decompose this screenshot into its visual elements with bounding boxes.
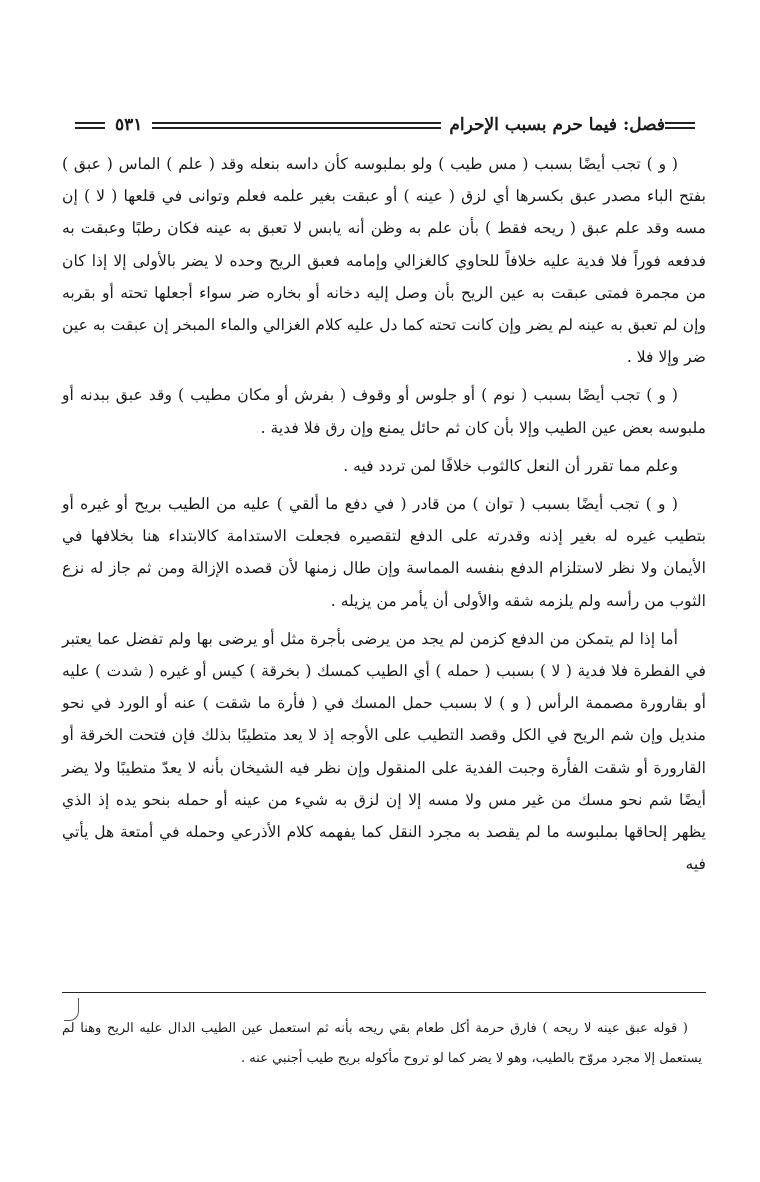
paragraph: ( و ) تجب أيضًا بسبب ( نوم ) أو جلوس أو وقوف ( بفرش أو مكان مطيب ) وقد عبق ببدنه أو ملبوسه بعض عين الطيب وإلا بأن كان ثم حائل يمنع وإن رق فلا فدية . xyxy=(62,386,706,437)
paragraph: أما إذا لم يتمكن من الدفع كزمن لم يجد من يرضى بأجرة مثل أو يرضى بها ولم تفضل عما يعتبر في الفطرة فلا فدية ( لا ) بسبب ( حمله ) أي الطيب كمسك ( بخرقة ) كيس أو غيره ( شدت ) عليه أو بقارورة مصممة الرأس ( و ) لا بسبب حمل المسك في ( فأرة ما شقت ) عنه أو الورد في نحو منديل وإن شم الريح في الكل وقصد التطيب على الأوجه إذ لا يعد متطيبًا بذلك فإن فتحت الخرقة أو القارورة أو شقت الفأرة وجبت الفدية على المنقول وإن نظر فيه الشيخان بأنه لا يعدّ متطيبًا ولا يضر أيضًا شم نحو مسك من غير مس ولا مسه إلا إن لزق به شيء من عينه أو حمله بنحو يده إذ الذي يظهر إلحاقها بملبوسه ما لم يقصد به مجرد النقل كما يفهمه كلام الأذرعي وحمله في أمتعة هل يأتي فيه xyxy=(62,629,706,874)
running-header xyxy=(75,110,695,140)
paragraph: وعلم مما تقرر أن النعل كالثوب خلافًا لمن تردد فيه . xyxy=(343,456,678,475)
header-rule-right xyxy=(665,122,695,129)
header-rule-middle xyxy=(152,122,441,129)
chapter-title: فصل: فيما حرم بسبب الإحرام xyxy=(449,115,665,135)
header-rule-left xyxy=(75,122,105,129)
footnote-divider xyxy=(62,992,706,993)
paragraph: ( و ) تجب أيضًا بسبب ( مس طيب ) ولو بملبوسه كأن داسه بنعله وقد ( علم ) الماس ( عبق ) بفتح الباء مصدر عبق بكسرها أي لزق ( عينه ) أو عبقت بغير علمه فعلم وتوانى في قلعها ( لا ) إن مسه وقد علم عبق ( ريحه فقط ) بأن علم به وظن أنه يابس لا تعبق به عينه فكان رطبًا وعبقت به فدفعه فوراً فلا فدية عليه خلافاً للحاوي كالغزالي وإمامه فعبق الريح وحده لا يضر بالأولى إلا إذا كان من مجمرة فمتى عبقت به عين الريح بأن وصل إليه دخانه أو بخاره ضر سواء أجعلها تحته أو بقربه وإن لم تعبق به عينه لم يضر وإن كانت تحته كما دل عليه كلام الغزالي والماء المبخر إن عبقت به عين ضر وإلا فلا . xyxy=(62,155,706,367)
page-number: ٥٣١ xyxy=(115,115,143,135)
footnote xyxy=(62,1014,702,1073)
main-text xyxy=(62,148,706,886)
paragraph: ( و ) تجب أيضًا بسبب ( توان ) من قادر ( في دفع ما ألقي ) عليه من الطيب بريح أو غيره أو بتطيب غيره له بغير إذنه وقدرته على الدفع لتقصيره فجعلت الاستدامة كالابتداء هنا بخلافها في الأيمان ولا نظر لاستلزام الدفع بنفسه المماسة وإن طال زمنها لأن قصده الإزالة ومن ثم جاز له نزع الثوب من رأسه ولم يلزمه شقه والأولى أن يأمر من يزيله . xyxy=(62,495,706,610)
footnote-text: ( قوله عبق عينه لا ريحه ) فارق حرمة أكل طعام بقي ريحه بأنه ثم استعمل عين الطيب الدال عليه الريح وهنا لم يستعمل إلا مجرد مروّح بالطيب، وهو لا يضر كما لو تروح مأكوله بريح طيب أجنبي عنه . xyxy=(62,1021,702,1066)
